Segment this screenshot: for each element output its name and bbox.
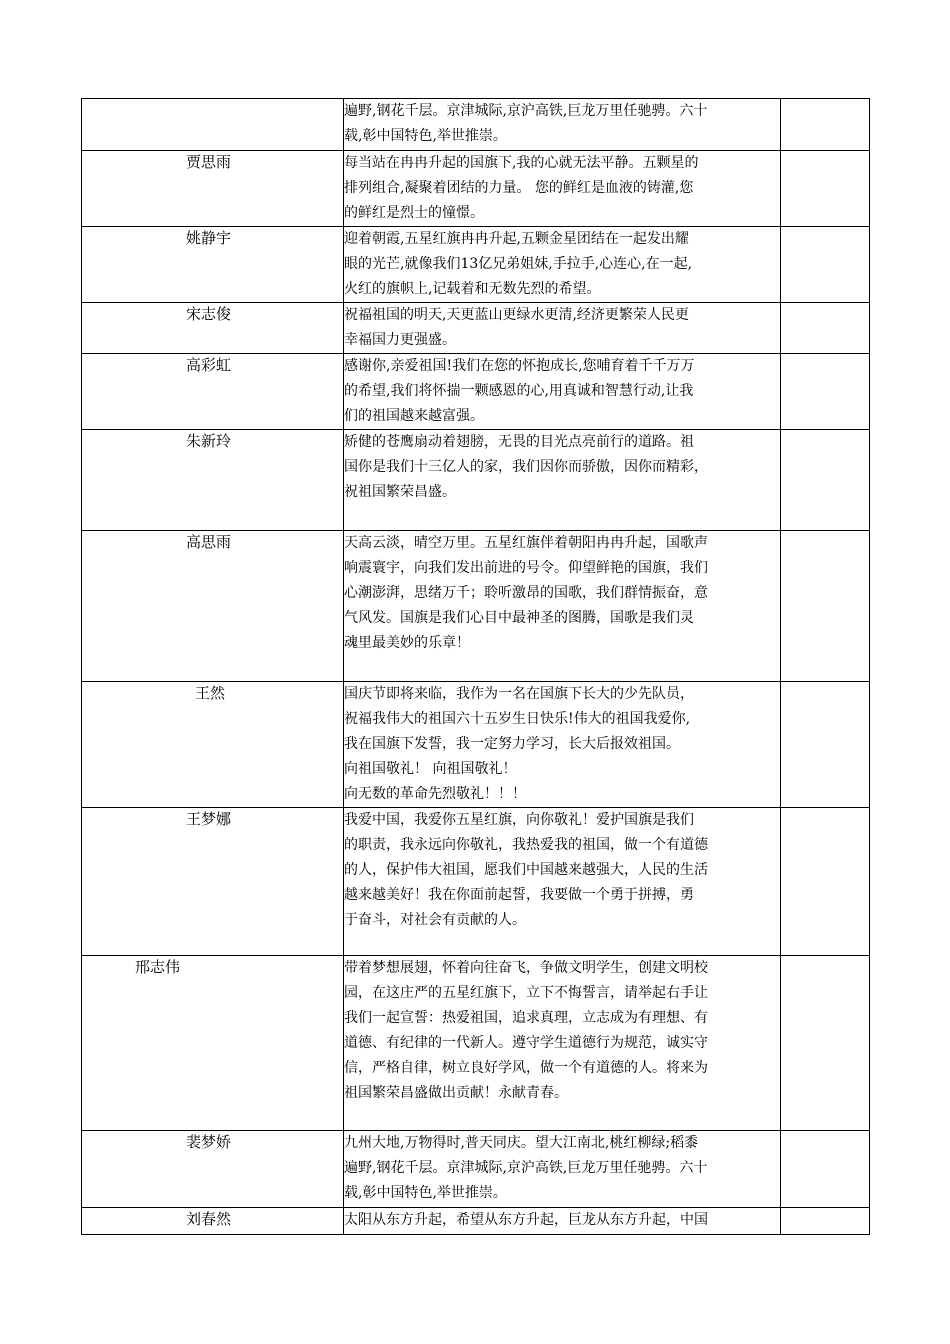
blessing-text-line: 的鲜红是烈士的憧憬。 (344, 205, 484, 221)
blessing-text-line: 园，在这庄严的五星红旗下，立下不悔誓言，请举起右手让 (344, 985, 708, 1001)
table-row (82, 151, 870, 227)
blessing-text-line: 感谢你,亲爱祖国!我们在您的怀抱成长,您哺育着千千万万 (344, 358, 695, 374)
table-row (82, 682, 870, 808)
table-row (82, 354, 870, 430)
empty-cell (781, 303, 870, 354)
empty-cell (781, 1208, 870, 1235)
blessing-text-line: 天高云淡，晴空万里。五星红旗伴着朝阳冉冉升起，国歌声 (344, 535, 708, 551)
student-name: 邢志伟 (135, 958, 181, 976)
blessing-text-line: 我在国旗下发誓，我一定努力学习，长大后报效祖国。 (344, 736, 680, 752)
blessing-text-line: 的职责，我永远向你敬礼，我热爱我的祖国，做一个有道德 (344, 837, 708, 853)
empty-cell (781, 956, 870, 1131)
empty-cell (781, 682, 870, 808)
blessing-text-cell (344, 151, 781, 227)
blessing-text-line: 迎着朝霞,五星红旗冉冉升起,五颗金星团结在一起发出耀 (344, 231, 689, 247)
blessing-text-line: 祝祖国繁荣昌盛。 (344, 484, 456, 500)
empty-cell (781, 808, 870, 956)
student-name-cell (82, 682, 344, 808)
student-name: 刘春然 (186, 1210, 232, 1228)
student-name-cell (82, 1131, 344, 1208)
student-name: 高思雨 (186, 533, 232, 551)
empty-cell (781, 227, 870, 303)
blessing-text-line: 向祖国敬礼！ 向祖国敬礼！ (344, 761, 517, 777)
student-name-cell (82, 227, 344, 303)
blessing-text-line: 遍野,钢花千层。京津城际,京沪高铁,巨龙万里任驰骋。六十 (344, 1160, 708, 1176)
blessing-text-line: 每当站在冉冉升起的国旗下,我的心就无法平静。五颗星的 (344, 155, 699, 171)
student-name: 姚静宇 (186, 229, 232, 247)
student-name: 宋志俊 (186, 305, 232, 323)
blessing-text-line: 带着梦想展翅，怀着向往奋飞，争做文明学生，创建文明校 (344, 960, 708, 976)
blessing-text-line: 遍野,钢花千层。京津城际,京沪高铁,巨龙万里任驰骋。六十 (344, 103, 708, 119)
blessing-text-cell (344, 303, 781, 354)
blessing-text-line: 道德、有纪律的一代新人。遵守学生道德行为规范，诚实守 (344, 1035, 708, 1051)
blessing-text-line: 火红的旗帜上,记载着和无数先烈的希望。 (344, 281, 601, 297)
blessings-table (81, 98, 870, 1235)
table-row (82, 99, 870, 151)
table-row (82, 531, 870, 682)
blessing-text-cell (344, 99, 781, 151)
blessing-text-line: 排列组合,凝聚着团结的力量。 您的鲜红是血液的铸灌,您 (344, 180, 694, 196)
student-name: 高彩虹 (186, 356, 232, 374)
student-name-cell (82, 1208, 344, 1235)
blessing-text-cell (344, 956, 781, 1131)
empty-cell (781, 151, 870, 227)
table-row (82, 303, 870, 354)
blessing-text-line: 们的祖国越来越富强。 (344, 408, 484, 424)
blessing-text-line: 祝福我伟大的祖国六十五岁生日快乐!伟大的祖国我爱你, (344, 711, 691, 727)
student-name-cell (82, 303, 344, 354)
blessing-text-line: 矫健的苍鹰扇动着翅膀，无畏的目光点亮前行的道路。祖 (344, 434, 694, 450)
empty-cell (781, 99, 870, 151)
blessing-text-line: 于奋斗，对社会有贡献的人。 (344, 912, 526, 928)
blessing-text-line: 心潮澎湃，思绪万千；聆听激昂的国歌，我们群情振奋，意 (344, 585, 708, 601)
empty-cell (781, 354, 870, 430)
blessing-text-line: 载,彰中国特色,举世推崇。 (344, 1185, 507, 1201)
blessing-text-line: 九州大地,万物得时,普天同庆。望大江南北,桃红柳绿;稻黍 (344, 1135, 699, 1151)
blessing-text-line: 气风发。国旗是我们心目中最神圣的图腾，国歌是我们灵 (344, 610, 694, 626)
table-row (82, 808, 870, 956)
student-name-cell (82, 956, 344, 1131)
blessing-text-line: 国庆节即将来临，我作为一名在国旗下长大的少先队员， (344, 686, 694, 702)
blessing-text-line: 向无数的革命先烈敬礼！！！ (344, 786, 526, 802)
table-row (82, 1208, 870, 1235)
empty-cell (781, 531, 870, 682)
blessing-text-line: 越来越美好！我在你面前起誓，我要做一个勇于拼搏，勇 (344, 887, 694, 903)
table-row (82, 430, 870, 531)
student-name-cell (82, 430, 344, 531)
blessing-text-line: 魂里最美妙的乐章！ (344, 635, 470, 651)
empty-cell (781, 430, 870, 531)
blessing-text-line: 太阳从东方升起，希望从东方升起，巨龙从东方升起，中国 (344, 1212, 708, 1228)
student-name-cell (82, 808, 344, 956)
student-name-cell (82, 151, 344, 227)
blessing-text-line: 祝福祖国的明天,天更蓝山更绿水更清,经济更繁荣人民更 (344, 307, 689, 323)
blessing-text-cell (344, 808, 781, 956)
student-name: 王然 (195, 684, 226, 702)
blessing-text-line: 眼的光芒,就像我们13亿兄弟姐妹,手拉手,心连心,在一起, (344, 256, 693, 272)
student-name-cell (82, 531, 344, 682)
blessing-text-cell (344, 227, 781, 303)
blessing-text-cell (344, 531, 781, 682)
blessing-text-cell (344, 430, 781, 531)
blessing-text-line: 的人，保护伟大祖国，愿我们中国越来越强大，人民的生活 (344, 862, 708, 878)
blessing-text-cell (344, 1208, 781, 1235)
student-name: 贾思雨 (186, 153, 232, 171)
table-row (82, 227, 870, 303)
student-name-cell (82, 99, 344, 151)
blessing-text-cell (344, 1131, 781, 1208)
blessing-text-line: 我爱中国，我爱你五星红旗，向你敬礼！爱护国旗是我们 (344, 812, 694, 828)
blessing-text-line: 祖国繁荣昌盛做出贡献！永献青春。 (344, 1085, 568, 1101)
blessing-text-line: 的希望,我们将怀揣一颗感恩的心,用真诚和智慧行动,让我 (344, 383, 694, 399)
blessing-text-line: 幸福国力更强盛。 (344, 332, 456, 348)
blessing-text-cell (344, 354, 781, 430)
student-name: 朱新玲 (186, 432, 232, 450)
blessing-text-line: 载,彰中国特色,举世推崇。 (344, 128, 507, 144)
student-name: 王梦娜 (186, 810, 232, 828)
student-name: 裴梦娇 (186, 1133, 232, 1151)
blessing-text-line: 响震寰宇，向我们发出前进的号令。仰望鲜艳的国旗，我们 (344, 560, 708, 576)
blessing-text-line: 我们一起宣誓：热爱祖国，追求真理，立志成为有理想、有 (344, 1010, 708, 1026)
blessing-text-line: 信，严格自律，树立良好学风，做一个有道德的人。将来为 (344, 1060, 708, 1076)
blessing-text-cell (344, 682, 781, 808)
table-row (82, 956, 870, 1131)
empty-cell (781, 1131, 870, 1208)
table-row (82, 1131, 870, 1208)
blessing-text-line: 国你是我们十三亿人的家，我们因你而骄傲，因你而精彩， (344, 459, 708, 475)
student-name-cell (82, 354, 344, 430)
